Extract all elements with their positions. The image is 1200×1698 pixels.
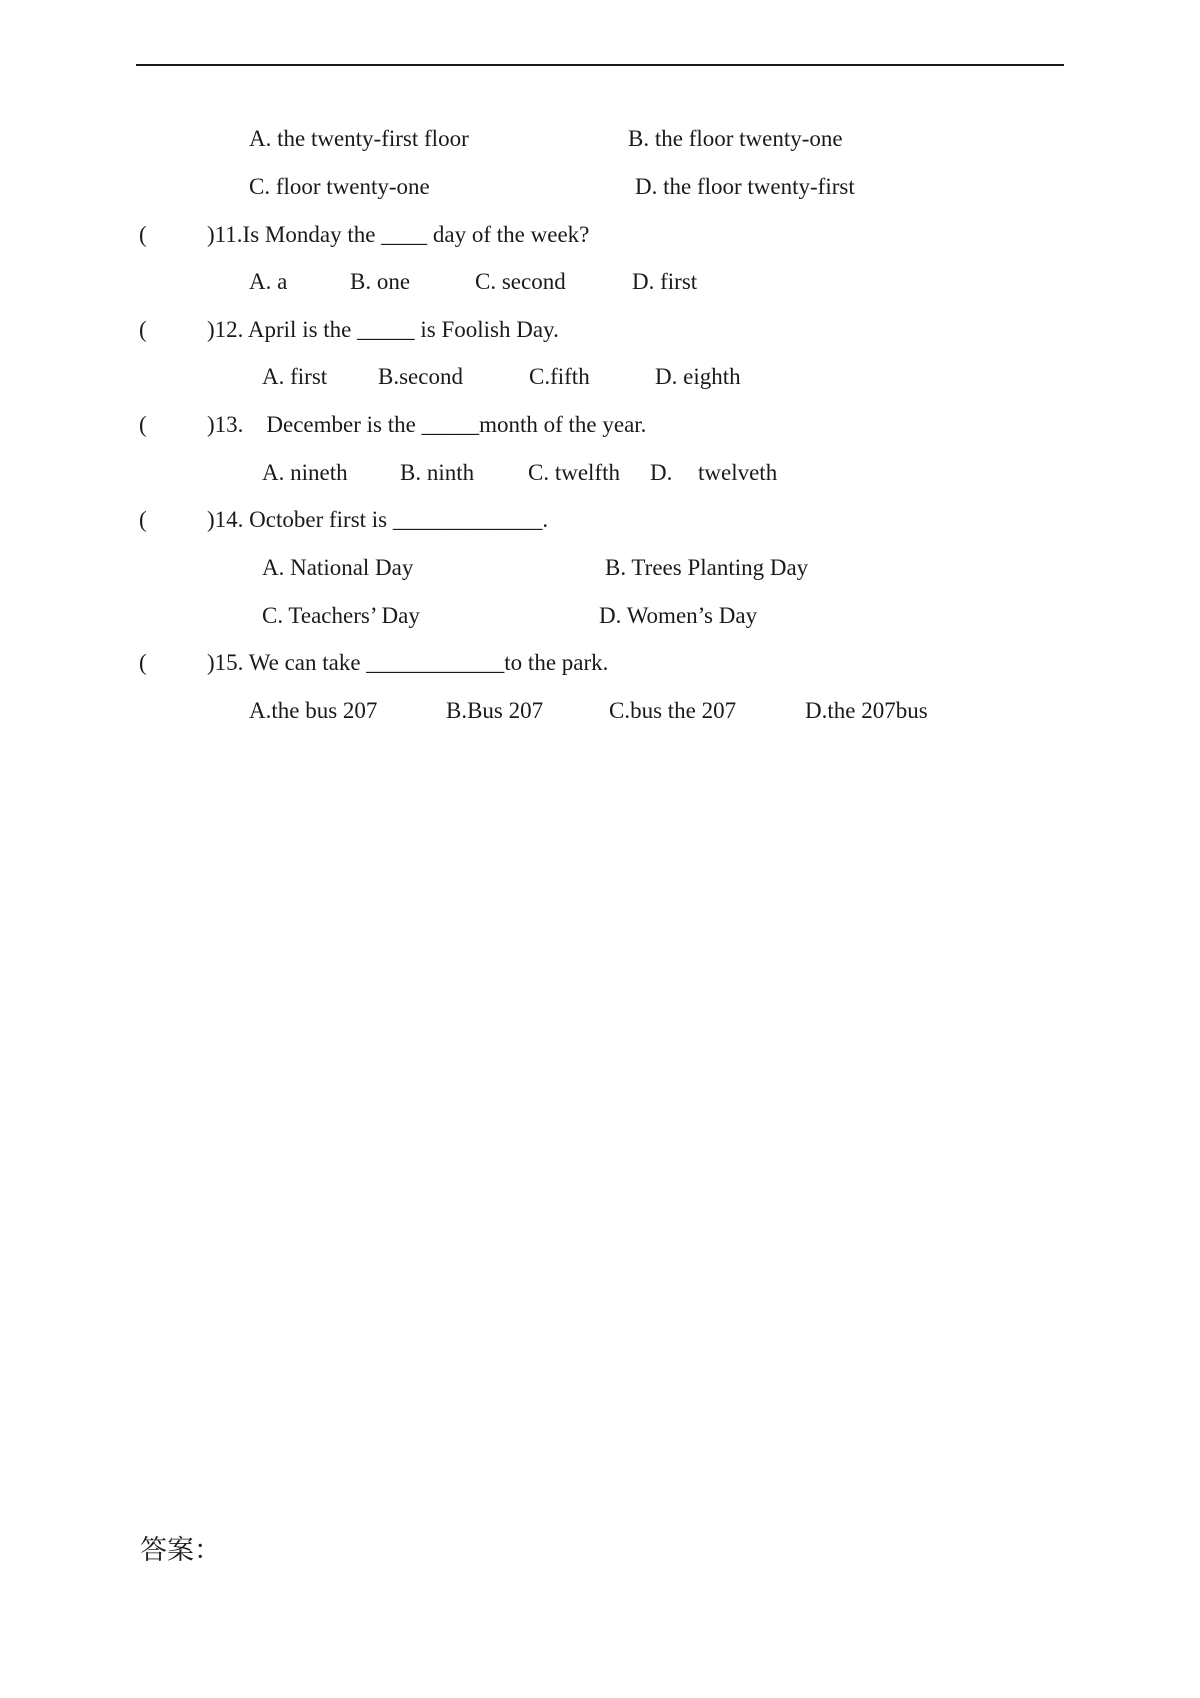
q14-stem: )14. October first is _____________.: [207, 507, 549, 532]
q13-option-a: A. nineth: [262, 460, 348, 485]
q15-paren-open: (: [139, 650, 147, 675]
q11-paren-open: (: [139, 222, 147, 247]
q15-option-b: B.Bus 207: [446, 698, 544, 723]
q11-stem: )11.Is Monday the ____ day of the week?: [207, 222, 590, 247]
q12-paren-open: (: [139, 317, 147, 342]
answer-heading: 答案：: [140, 1535, 221, 1566]
q15-option-d: D.the 207bus: [805, 698, 928, 723]
q13-paren-open: (: [139, 412, 147, 437]
q10-option-a: A. the twenty-first floor: [249, 126, 469, 151]
q12-stem: )12. April is the _____ is Foolish Day.: [207, 317, 559, 342]
q15-option-a: A.the bus 207: [249, 698, 378, 723]
q10-option-d: D. the floor twenty-first: [635, 174, 855, 199]
q14-paren-open: (: [139, 507, 147, 532]
q13-option-b: B. ninth: [400, 460, 475, 485]
q13-option-c: C. twelfth: [528, 460, 620, 485]
q14-option-c: C. Teachers’ Day: [262, 603, 420, 628]
q13-option-d: D.: [650, 460, 673, 485]
q10-option-c: C. floor twenty-one: [249, 174, 430, 199]
q10-option-b: B. the floor twenty-one: [628, 126, 843, 151]
q15-stem: )15. We can take ____________to the park.: [207, 650, 609, 675]
q13-option-d-text: twelveth: [698, 460, 778, 485]
q14-option-d: D. Women’s Day: [599, 603, 758, 628]
q14-option-b: B. Trees Planting Day: [605, 555, 809, 580]
q11-option-b: B. one: [350, 269, 411, 294]
q12-option-a: A. first: [262, 364, 328, 389]
q12-option-d: D. eighth: [655, 364, 741, 389]
q14-option-a: A. National Day: [262, 555, 414, 580]
q11-option-d: D. first: [632, 269, 698, 294]
q11-option-a: A. a: [249, 269, 288, 294]
q13-stem: )13. December is the _____month of the year.: [207, 412, 647, 437]
q12-option-b: B.second: [378, 364, 463, 389]
q11-option-c: C. second: [475, 269, 566, 294]
q12-option-c: C.fifth: [529, 364, 590, 389]
q15-option-c: C.bus the 207: [609, 698, 737, 723]
header-rule: [136, 64, 1064, 66]
